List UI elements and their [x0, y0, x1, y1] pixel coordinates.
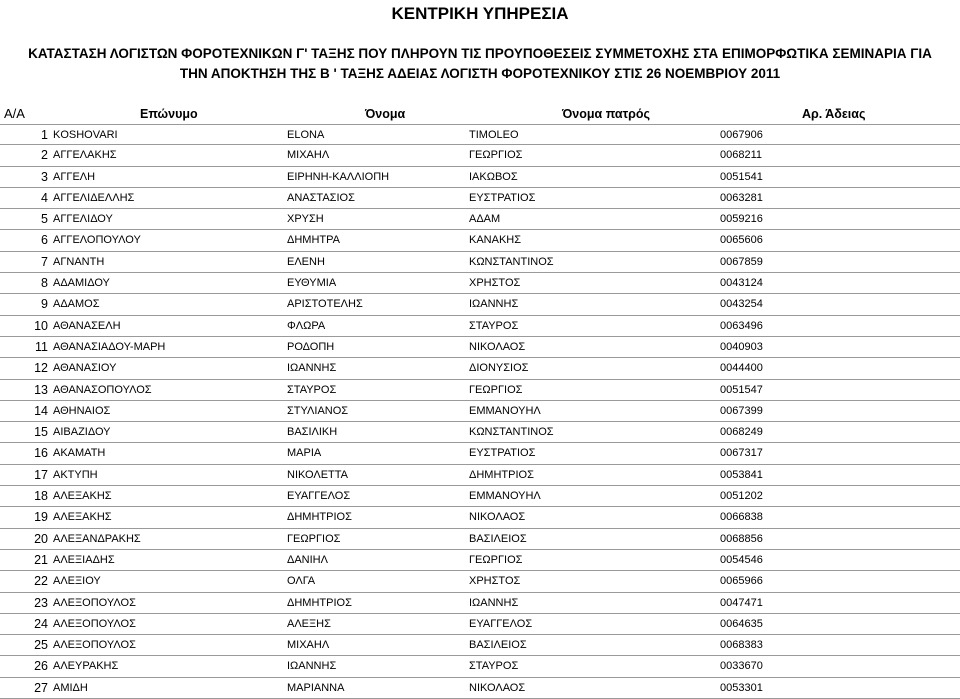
- name-cell: ΑΡΙΣΤΟΤΕΛΗΣ: [287, 298, 363, 311]
- license-number-cell: 0066838: [720, 511, 763, 524]
- name-cell: ΡΟΔΟΠΗ: [287, 340, 335, 353]
- name-cell: ΣΤΑΥΡΟΣ: [287, 383, 337, 396]
- license-number-cell: 0064635: [720, 617, 763, 630]
- row-number: 12: [34, 361, 48, 376]
- table-row: [0, 209, 960, 230]
- license-number-cell: 0043124: [720, 277, 763, 290]
- row-number: 15: [34, 425, 48, 440]
- license-number-cell: 0065966: [720, 575, 763, 588]
- surname-cell: ΑΓΝΑΝΤΗ: [53, 255, 105, 268]
- table-row: [0, 656, 960, 677]
- table-row: [0, 401, 960, 422]
- surname-cell: ΑΘΑΝΑΣΙΟΥ: [53, 362, 117, 375]
- surname-cell: ΑΛΕΞΟΠΟΥΛΟΣ: [53, 639, 136, 652]
- row-number: 4: [41, 190, 48, 205]
- name-cell: ΔΗΜΗΤΡΙΟΣ: [287, 596, 352, 609]
- license-number-cell: 0067399: [720, 404, 763, 417]
- row-number: 13: [34, 382, 48, 397]
- surname-cell: ΑΘΑΝΑΣΙΑΔΟΥ-ΜΑΡΗ: [53, 340, 166, 353]
- name-cell: ΜΙΧΑΗΛ: [287, 639, 330, 652]
- table-row: [0, 593, 960, 614]
- father-name-cell: ΚΑΝΑΚΗΣ: [469, 234, 522, 247]
- row-number: 8: [41, 276, 48, 291]
- name-cell: ΜΑΡΙΑ: [287, 447, 322, 460]
- surname-cell: ΑΜΙΔΗ: [53, 681, 88, 694]
- document-subtitle: [6, 44, 954, 84]
- license-number-cell: 0068856: [720, 532, 763, 545]
- row-number: 21: [34, 552, 48, 567]
- surname-cell: ΑΛΕΞΑΚΗΣ: [53, 490, 112, 503]
- license-number-cell: 0051202: [720, 490, 763, 503]
- table-row: [0, 571, 960, 592]
- father-name-cell: ΓΕΩΡΓΙΟΣ: [469, 149, 523, 162]
- table-row: [0, 252, 960, 273]
- surname-cell: ΑΛΕΞΑΝΔΡΑΚΗΣ: [53, 532, 141, 545]
- row-number: 24: [34, 616, 48, 631]
- table-row: [0, 550, 960, 571]
- name-cell: ΙΩΑΝΝΗΣ: [287, 660, 337, 673]
- table-row: [0, 124, 960, 145]
- surname-cell: ΑΛΕΞΟΠΟΥΛΟΣ: [53, 596, 136, 609]
- father-name-cell: ΧΡΗΣΤΟΣ: [469, 277, 521, 290]
- surname-cell: ΑΓΓΕΛΟΠΟΥΛΟΥ: [53, 234, 141, 247]
- row-number: 14: [34, 403, 48, 418]
- surname-cell: ΑΛΕΥΡΑΚΗΣ: [53, 660, 119, 673]
- surname-cell: ΑΓΓΕΛΙΔΟΥ: [53, 213, 113, 226]
- surname-cell: ΑΛΕΞΙΑΔΗΣ: [53, 553, 115, 566]
- subtitle-line-2: ΤΗΝ ΑΠΟΚΤΗΣΗ ΤΗΣ Β ' ΤΑΞΗΣ ΑΔΕΙΑΣ ΛΟΓΙΣΤΗ ΦΟΡΟΤΕΧΝΙΚΟΥ ΣΤΙΣ 26 ΝΟΕΜΒΡΙΟΥ 2011: [179, 66, 781, 81]
- table-row: [0, 358, 960, 379]
- license-number-cell: 0067317: [720, 447, 763, 460]
- name-cell: ΕΥΘΥΜΙΑ: [287, 277, 337, 290]
- surname-cell: ΑΘΑΝΑΣΕΛΗ: [53, 319, 121, 332]
- surname-cell: ΑΙΒΑΖΙΔΟΥ: [53, 426, 111, 439]
- column-header-aa: Α/Α: [4, 106, 25, 121]
- license-number-cell: 0051547: [720, 383, 763, 396]
- name-cell: ΒΑΣΙΛΙΚΗ: [287, 426, 338, 439]
- name-cell: ΑΝΑΣΤΑΣΙΟΣ: [287, 191, 355, 204]
- row-number: 9: [41, 297, 48, 312]
- surname-cell: ΑΓΓΕΛΗ: [53, 170, 96, 183]
- father-name-cell: ΑΔΑΜ: [469, 213, 501, 226]
- license-number-cell: 0053841: [720, 468, 763, 481]
- license-number-cell: 0047471: [720, 596, 763, 609]
- name-cell: ELONA: [287, 129, 325, 141]
- row-number: 17: [34, 467, 48, 482]
- father-name-cell: ΣΤΑΥΡΟΣ: [469, 319, 519, 332]
- row-number: 1: [41, 128, 48, 142]
- father-name-cell: ΚΩΝΣΤΑΝΤΙΝΟΣ: [469, 426, 554, 439]
- table-row: [0, 273, 960, 294]
- license-number-cell: 0051541: [720, 170, 763, 183]
- table-row: [0, 614, 960, 635]
- father-name-cell: ΝΙΚΟΛΑΟΣ: [469, 681, 526, 694]
- row-number: 7: [41, 254, 48, 269]
- surname-cell: ΑΓΓΕΛΙΔΕΛΛΗΣ: [53, 191, 135, 204]
- row-number: 3: [41, 169, 48, 184]
- row-number: 27: [34, 680, 48, 695]
- surname-cell: ΑΔΑΜΙΔΟΥ: [53, 277, 110, 290]
- name-cell: ΧΡΥΣΗ: [287, 213, 324, 226]
- father-name-cell: ΔΗΜΗΤΡΙΟΣ: [469, 468, 534, 481]
- row-number: 5: [41, 212, 48, 227]
- table-row: [0, 145, 960, 166]
- father-name-cell: ΕΥΣΤΡΑΤΙΟΣ: [469, 447, 536, 460]
- father-name-cell: ΙΩΑΝΝΗΣ: [469, 298, 519, 311]
- license-number-cell: 0043254: [720, 298, 763, 311]
- license-number-cell: 0065606: [720, 234, 763, 247]
- license-number-cell: 0067859: [720, 255, 763, 268]
- name-cell: ΔΗΜΗΤΡΙΟΣ: [287, 511, 352, 524]
- surname-cell: ΑΛΕΞΟΠΟΥΛΟΣ: [53, 617, 136, 630]
- father-name-cell: ΕΜΜΑΝΟΥΗΛ: [469, 404, 541, 417]
- license-number-cell: 0054546: [720, 553, 763, 566]
- accountants-table: [0, 124, 960, 699]
- surname-cell: KOSHOVARI: [53, 129, 118, 141]
- surname-cell: ΑΚΑΜΑΤΗ: [53, 447, 106, 460]
- surname-cell: ΑΛΕΞΑΚΗΣ: [53, 511, 112, 524]
- table-row: [0, 465, 960, 486]
- row-number: 6: [41, 233, 48, 248]
- father-name-cell: ΕΥΑΓΓΕΛΟΣ: [469, 617, 533, 630]
- table-row: [0, 507, 960, 528]
- column-header-name: Όνομα: [365, 107, 406, 121]
- table-row: [0, 635, 960, 656]
- row-number: 20: [34, 531, 48, 546]
- subtitle-line-1: ΚΑΤΑΣΤΑΣΗ ΛΟΓΙΣΤΩΝ ΦΟΡΟΤΕΧΝΙΚΩΝ Γ' ΤΑΞΗΣ ΠΟΥ ΠΛΗΡΟΥΝ ΤΙΣ ΠΡΟΥΠΟΘΕΣΕΙΣ ΣΥΜΜΕΤΟΧΗΣ ΣΤΑ ΕΠΙΜΟΡΦΩΤΙΚΑ ΣΕΜΙΝΑΡΙΑ ΓΙΑ: [28, 46, 932, 61]
- license-number-cell: 0033670: [720, 660, 763, 673]
- name-cell: ΟΛΓΑ: [287, 575, 316, 588]
- row-number: 2: [41, 148, 48, 163]
- table-row: [0, 230, 960, 251]
- table-row: [0, 380, 960, 401]
- license-number-cell: 0067906: [720, 129, 763, 141]
- table-row: [0, 316, 960, 337]
- father-name-cell: ΔΙΟΝΥΣΙΟΣ: [469, 362, 529, 375]
- table-row: [0, 188, 960, 209]
- name-cell: ΙΩΑΝΝΗΣ: [287, 362, 337, 375]
- license-number-cell: 0053301: [720, 681, 763, 694]
- surname-cell: ΑΘΑΝΑΣΟΠΟΥΛΟΣ: [53, 383, 152, 396]
- name-cell: ΔΑΝΙΗΛ: [287, 553, 328, 566]
- name-cell: ΦΛΩΡΑ: [287, 319, 326, 332]
- father-name-cell: ΙΑΚΩΒΟΣ: [469, 170, 518, 183]
- surname-cell: ΑΛΕΞΙΟΥ: [53, 575, 101, 588]
- father-name-cell: ΝΙΚΟΛΑΟΣ: [469, 511, 526, 524]
- table-row: [0, 529, 960, 550]
- father-name-cell: ΚΩΝΣΤΑΝΤΙΝΟΣ: [469, 255, 554, 268]
- name-cell: ΓΕΩΡΓΙΟΣ: [287, 532, 341, 545]
- surname-cell: ΑΔΑΜΟΣ: [53, 298, 100, 311]
- father-name-cell: ΓΕΩΡΓΙΟΣ: [469, 553, 523, 566]
- name-cell: ΜΙΧΑΗΛ: [287, 149, 330, 162]
- row-number: 22: [34, 574, 48, 589]
- name-cell: ΣΤΥΛΙΑΝΟΣ: [287, 404, 349, 417]
- table-row: [0, 337, 960, 358]
- row-number: 18: [34, 489, 48, 504]
- row-number: 19: [34, 510, 48, 525]
- license-number-cell: 0068249: [720, 426, 763, 439]
- row-number: 25: [34, 638, 48, 653]
- name-cell: ΔΗΜΗΤΡΑ: [287, 234, 340, 247]
- table-row: [0, 422, 960, 443]
- row-number: 11: [35, 339, 48, 354]
- father-name-cell: ΒΑΣΙΛΕΙΟΣ: [469, 639, 527, 652]
- column-header-surname: Επώνυμο: [140, 107, 198, 121]
- row-number: 26: [34, 659, 48, 674]
- license-number-cell: 0040903: [720, 340, 763, 353]
- row-number: 10: [34, 318, 48, 333]
- name-cell: ΕΛΕΝΗ: [287, 255, 325, 268]
- father-name-cell: ΣΤΑΥΡΟΣ: [469, 660, 519, 673]
- table-row: [0, 486, 960, 507]
- license-number-cell: 0063496: [720, 319, 763, 332]
- row-number: 23: [34, 595, 48, 610]
- row-number: 16: [34, 446, 48, 461]
- father-name-cell: ΒΑΣΙΛΕΙΟΣ: [469, 532, 527, 545]
- table-row: [0, 294, 960, 315]
- name-cell: ΜΑΡΙΑΝΝΑ: [287, 681, 345, 694]
- license-number-cell: 0059216: [720, 213, 763, 226]
- page-title: ΚΕΝΤΡΙΚΗ ΥΠΗΡΕΣΙΑ: [391, 4, 569, 23]
- father-name-cell: ΓΕΩΡΓΙΟΣ: [469, 383, 523, 396]
- column-header-license-number: Αρ. Άδειας: [802, 107, 866, 121]
- name-cell: ΕΙΡΗΝΗ-ΚΑΛΛΙΟΠΗ: [287, 170, 390, 183]
- column-header-father-name: Όνομα πατρός: [562, 107, 651, 121]
- name-cell: ΕΥΑΓΓΕΛΟΣ: [287, 490, 351, 503]
- father-name-cell: TIMOLEO: [469, 129, 519, 141]
- surname-cell: ΑΘΗΝΑΙΟΣ: [53, 404, 111, 417]
- name-cell: ΝΙΚΟΛΕΤΤΑ: [287, 468, 348, 481]
- father-name-cell: ΕΥΣΤΡΑΤΙΟΣ: [469, 191, 536, 204]
- surname-cell: ΑΓΓΕΛΑΚΗΣ: [53, 149, 117, 162]
- license-number-cell: 0044400: [720, 362, 763, 375]
- license-number-cell: 0063281: [720, 191, 763, 204]
- father-name-cell: ΧΡΗΣΤΟΣ: [469, 575, 521, 588]
- table-row: [0, 443, 960, 464]
- table-row: [0, 678, 960, 699]
- surname-cell: ΑΚΤΥΠΗ: [53, 468, 98, 481]
- license-number-cell: 0068211: [720, 149, 763, 162]
- father-name-cell: ΕΜΜΑΝΟΥΗΛ: [469, 490, 541, 503]
- father-name-cell: ΙΩΑΝΝΗΣ: [469, 596, 519, 609]
- table-row: [0, 167, 960, 188]
- name-cell: ΑΛΕΞΗΣ: [287, 617, 331, 630]
- license-number-cell: 0068383: [720, 639, 763, 652]
- father-name-cell: ΝΙΚΟΛΑΟΣ: [469, 340, 526, 353]
